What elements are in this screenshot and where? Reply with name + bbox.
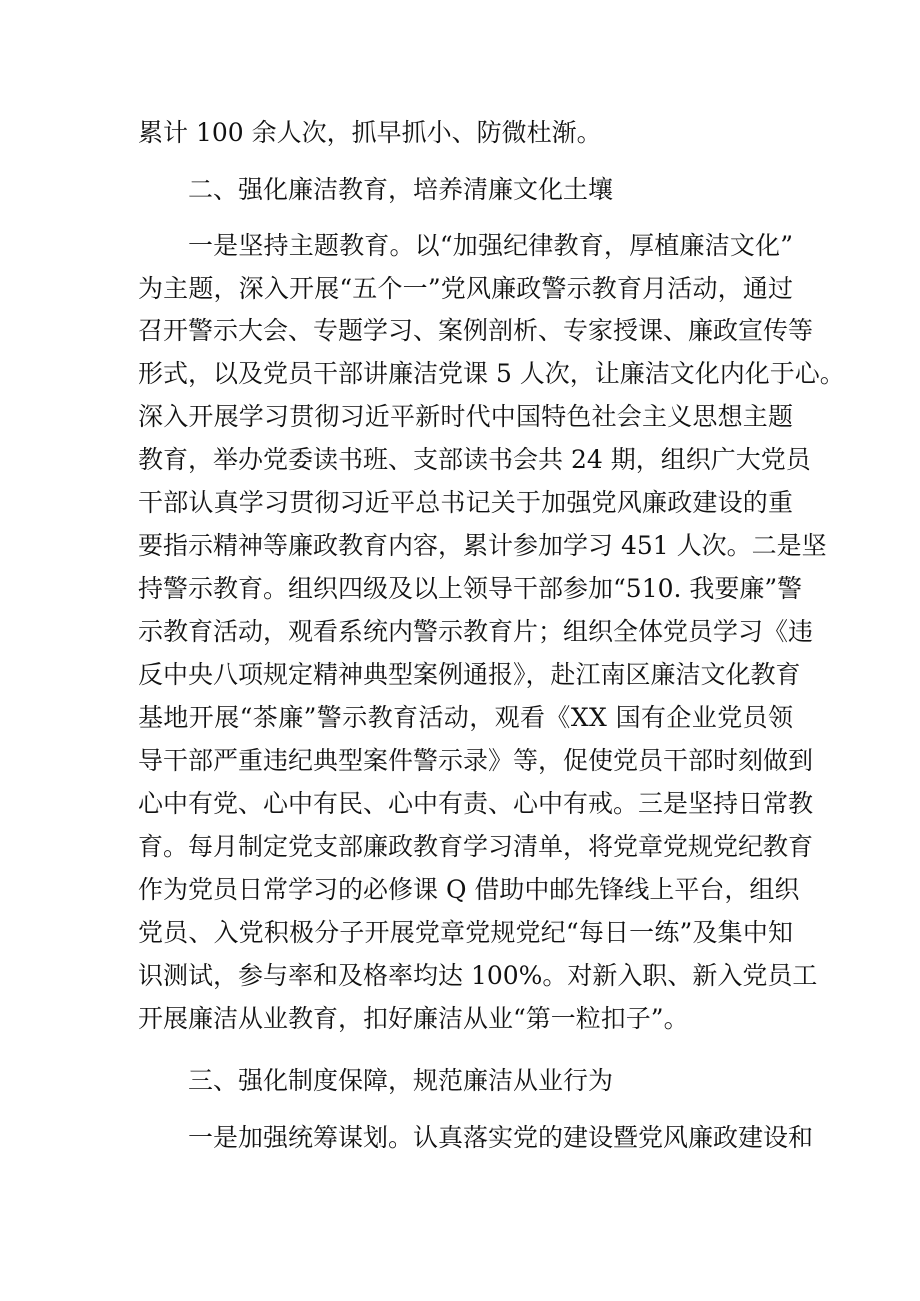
body-text-line: [0, 354, 920, 394]
body-text-line: [0, 913, 920, 953]
body-text-line: [0, 440, 920, 480]
body-text-line: [0, 483, 920, 523]
line-text: 识测试，参与率和及格率均达 100%。对新入职、新入党员工: [138, 961, 818, 990]
line-text: 示教育活动，观看系统内警示教育片；组织全体党员学习《违: [138, 617, 814, 646]
heading-text: 三、强化制度保障，规范廉洁从业行为: [188, 1066, 614, 1095]
section-heading: [0, 170, 920, 210]
body-text-line: [0, 956, 920, 996]
body-text-line: [0, 784, 920, 824]
body-text-line: [0, 311, 920, 351]
line-text: 一是坚持主题教育。以“加强纪律教育，厚植廉洁文化”: [188, 231, 794, 260]
line-text: 开展廉洁从业教育，扣好廉洁从业“第一粒扣子”。: [138, 1004, 689, 1033]
line-text: 党员、入党积极分子开展党章党规党纪“每日一练”及集中知: [138, 918, 794, 947]
line-text: 作为党员日常学习的必修课 Q 借助中邮先锋线上平台，组织: [138, 875, 800, 904]
line-text: 反中央八项规定精神典型案例通报》，赴江南区廉洁文化教育: [138, 660, 801, 689]
line-text: 心中有党、心中有民、心中有责、心中有戒。三是坚持日常教: [138, 789, 814, 818]
body-text-line: [0, 526, 920, 566]
body-text-line: [0, 612, 920, 652]
body-text-line: [0, 655, 920, 695]
line-text: 教育，举办党委读书班、支部读书会共 24 期，组织广大党员: [138, 445, 811, 474]
line-text: 要指示精神等廉政教育内容，累计参加学习 451 人次。二是坚: [138, 531, 827, 560]
line-text: 深入开展学习贯彻习近平新时代中国特色社会主义思想主题: [138, 402, 794, 431]
body-text-line: [0, 113, 920, 153]
line-text: 干部认真学习贯彻习近平总书记关于加强党风廉政建设的重: [138, 488, 794, 517]
body-text-line: [0, 870, 920, 910]
line-text: 形式，以及党员干部讲廉洁党课 5 人次，让廉洁文化内化于心。: [138, 359, 845, 388]
body-text-line: [0, 569, 920, 609]
line-text: 为主题，深入开展“五个一”党风廉政警示教育月活动，通过: [138, 274, 794, 303]
line-text: 累计 100 余人次，抓早抓小、防微杜渐。: [138, 118, 602, 147]
line-text: 导干部严重违纪典型案件警示录》等，促使党员干部时刻做到: [138, 746, 814, 775]
line-text: 一是加强统筹谋划。认真落实党的建设暨党风廉政建设和: [188, 1123, 814, 1152]
line-text: 育。每月制定党支部廉政教育学习清单，将党章党规党纪教育: [138, 832, 814, 861]
body-text-line: [0, 397, 920, 437]
body-text-line: [0, 1118, 920, 1158]
line-text: 持警示教育。组织四级及以上领导干部参加“510. 我要廉”警: [138, 574, 803, 603]
heading-text: 二、强化廉洁教育，培养清廉文化土壤: [188, 175, 614, 204]
body-text-line: [0, 741, 920, 781]
body-text-line: [0, 999, 920, 1039]
line-text: 召开警示大会、专题学习、案例剖析、专家授课、廉政宣传等: [138, 316, 814, 345]
section-heading: [0, 1061, 920, 1101]
line-text: 基地开展“茶廉”警示教育活动，观看《XX 国有企业党员领: [138, 703, 794, 732]
body-text-line: [0, 226, 920, 266]
body-text-line: [0, 698, 920, 738]
body-text-line: [0, 827, 920, 867]
body-text-line: [0, 269, 920, 309]
